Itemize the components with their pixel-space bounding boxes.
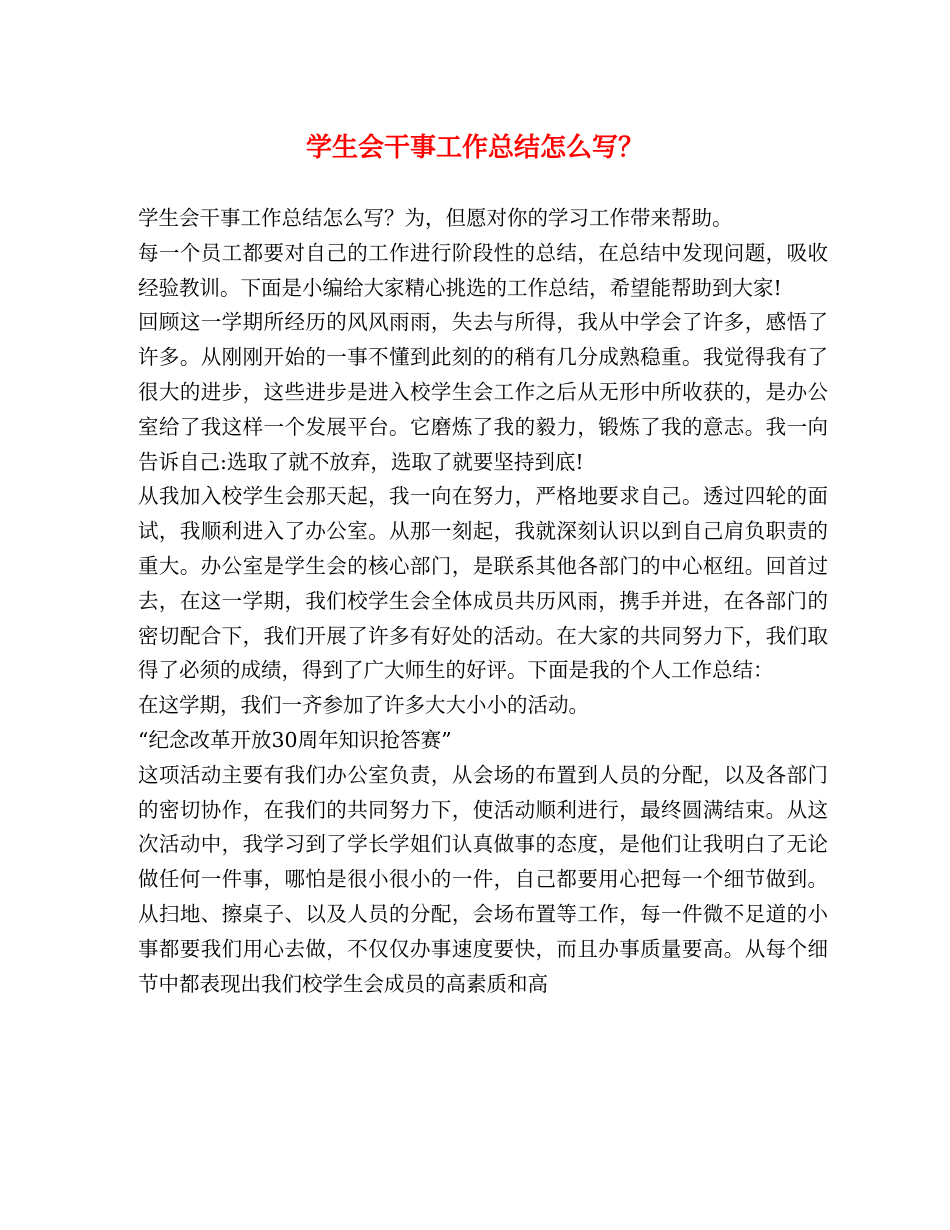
paragraph-event-title: “纪念改革开放30周年知识抢答赛” xyxy=(138,727,452,752)
paragraph-review: 回顾这一学期所经历的风风雨雨，失去与所得，我从中学会了许多，感悟了许多。从刚刚开始的一事不懂到此刻的的稍有几分成熟稳重。我觉得我有了很大的进步，这些进步是进入校学生会工作之后从无形中所收获的，是办公室给了我这样一个发展平台。它磨炼了我的毅力，锻炼了我的意志。我一向告诉自己:选取了就不放弃，选取了就要坚持到底! xyxy=(138,310,828,474)
paragraph-event-detail: 这项活动主要有我们办公室负责，从会场的布置到人员的分配，以及各部门的密切协作，在我们的共同努力下，使活动顺利进行，最终圆满结束。从这次活动中，我学习到了学长学姐们认真做事的态度，是他们让我明白了无论做任何一件事，哪怕是很小很小的一件，自己都要用心把每一个细节做到。从扫地、擦桌子、以及人员的分配，会场布置等工作，每一件微不足道的小事都要我们用心去做，不仅仅办事速度要快，而且办事质量要高。从每个细节中都表现出我们校学生会成员的高素质和高 xyxy=(138,762,828,996)
document-title: 学生会干事工作总结怎么写？ xyxy=(305,133,644,163)
paragraph-preface: 每一个员工都要对自己的工作进行阶段性的总结，在总结中发现问题，吸收经验教训。下面是小编给大家精心挑选的工作总结，希望能帮助到大家! xyxy=(138,240,828,300)
document-body xyxy=(138,201,828,1001)
paragraph-intro: 学生会干事工作总结怎么写？为，但愿对你的学习工作带来帮助。 xyxy=(138,206,733,230)
paragraph-joining: 从我加入校学生会那天起，我一向在努力，严格地要求自己。透过四轮的面试，我顺利进入了办公室。从那一刻起，我就深刻认识以到自己肩负职责的重大。办公室是学生会的核心部门，是联系其他各部门的中心枢纽。回首过去，在这一学期，我们校学生会全体成员共历风雨，携手并进，在各部门的密切配合下，我们开展了许多有好处的活动。在大家的共同努力下，我们取得了必须的成绩，得到了广大师生的好评。下面是我的个人工作总结： xyxy=(138,484,828,683)
paragraph-activities: 在这学期，我们一齐参加了许多大大小小的活动。 xyxy=(138,693,589,718)
